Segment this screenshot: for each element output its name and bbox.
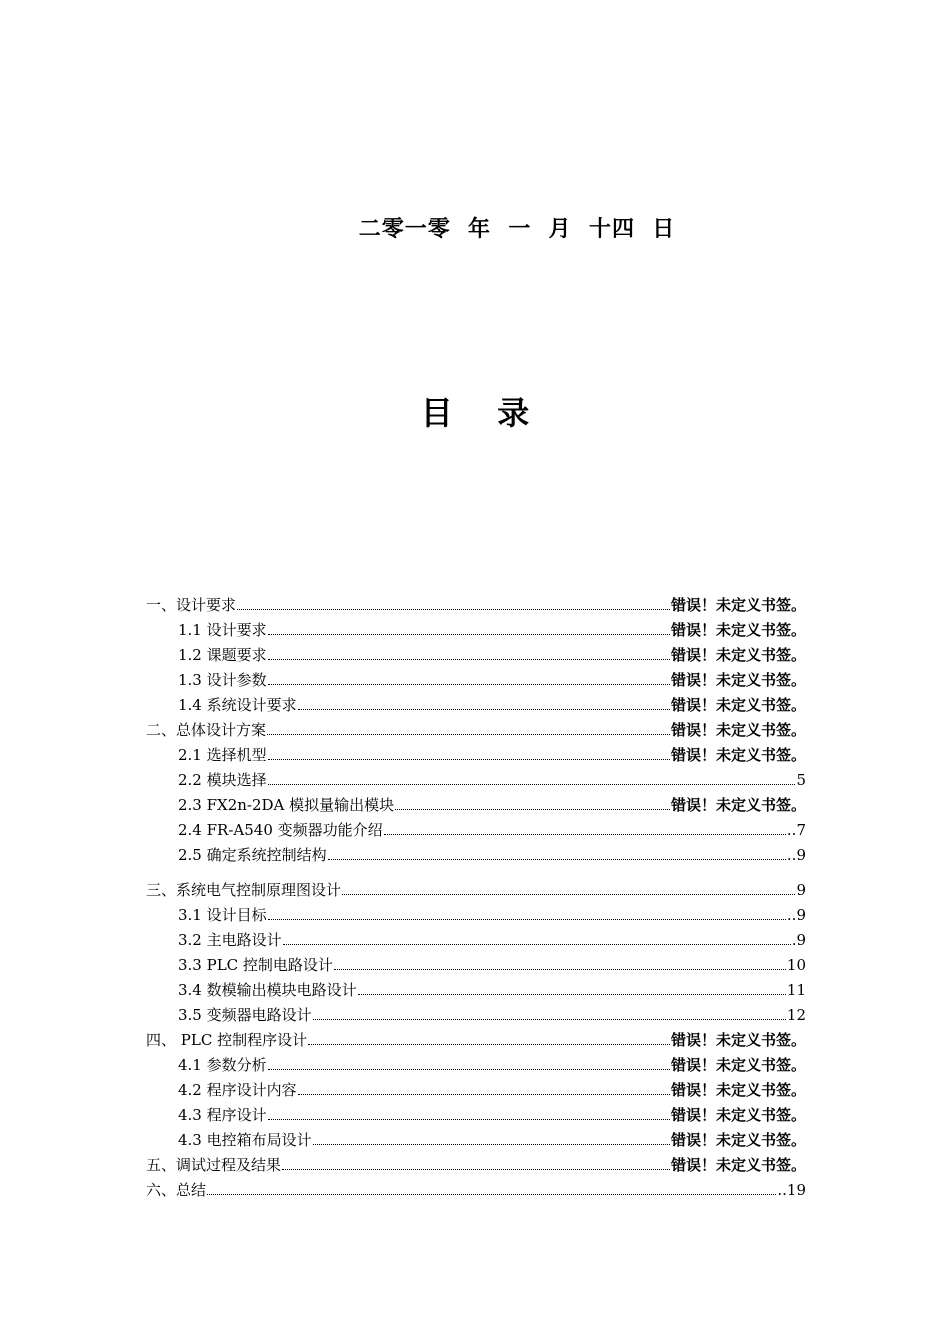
toc-leader-dots xyxy=(342,880,795,895)
toc-leader-dots xyxy=(308,1030,670,1045)
toc-entry[interactable] xyxy=(146,1029,806,1051)
toc-entry-label: 2.4 FR-A540 变频器功能介绍 xyxy=(178,821,383,839)
toc-entry[interactable] xyxy=(178,1129,806,1151)
toc-entry-label: 3.5 变频器电路设计 xyxy=(178,1006,312,1024)
toc-entry-page: 错误！未定义书签。 xyxy=(670,721,806,739)
toc-entry-label: 4.3 程序设计 xyxy=(178,1106,267,1124)
toc-entry[interactable] xyxy=(146,1179,806,1201)
toc-leader-dots xyxy=(313,1005,786,1020)
toc-entry[interactable] xyxy=(178,1004,806,1026)
toc-entry-page: ..7 xyxy=(786,821,806,839)
toc-entry-label: 2.2 模块选择 xyxy=(178,771,267,789)
toc-entry[interactable] xyxy=(178,644,806,666)
toc-entry-page: 10 xyxy=(786,956,806,974)
toc-entry-label: 3.2 主电路设计 xyxy=(178,931,282,949)
toc-entry-page: 错误！未定义书签。 xyxy=(670,1131,806,1149)
toc-entry-label: 4.1 参数分析 xyxy=(178,1056,267,1074)
date-line: 二零一零 年 一 月 十四 日 xyxy=(358,217,676,242)
toc-entry-page: 错误！未定义书签。 xyxy=(670,1056,806,1074)
toc-entry[interactable] xyxy=(146,594,806,616)
toc-entry[interactable] xyxy=(178,619,806,641)
toc-leader-dots xyxy=(358,980,786,995)
toc-leader-dots xyxy=(268,1055,670,1070)
toc-entry-label: 2.1 选择机型 xyxy=(178,746,267,764)
toc-entry[interactable] xyxy=(178,929,806,951)
toc-entry[interactable] xyxy=(146,719,806,741)
toc-entry-page: 12 xyxy=(786,1006,806,1024)
toc-leader-dots xyxy=(395,795,670,810)
toc-entry-label: 3.1 设计目标 xyxy=(178,906,267,924)
toc-entry-label: 4.3 电控箱布局设计 xyxy=(178,1131,312,1149)
toc-entry[interactable] xyxy=(178,669,806,691)
toc-entry-page: ..19 xyxy=(777,1181,806,1199)
toc-entry-label: 五、调试过程及结果 xyxy=(146,1156,282,1174)
toc-leader-dots xyxy=(237,595,670,610)
toc-entry[interactable] xyxy=(178,794,806,816)
toc-entry-label: 1.1 设计要求 xyxy=(178,621,267,639)
toc-entry-page: 错误！未定义书签。 xyxy=(670,1156,806,1174)
toc-entry-page: 错误！未定义书签。 xyxy=(670,1106,806,1124)
toc-leader-dots xyxy=(283,930,791,945)
toc-entry-label: 1.4 系统设计要求 xyxy=(178,696,297,714)
toc-leader-dots xyxy=(298,1080,670,1095)
toc-leader-dots xyxy=(282,1155,670,1170)
toc-leader-dots xyxy=(268,645,670,660)
toc-entry-label: 1.3 设计参数 xyxy=(178,671,267,689)
toc-entry-page: .9 xyxy=(791,931,806,949)
toc-entry[interactable] xyxy=(178,954,806,976)
toc-entry-page: 错误！未定义书签。 xyxy=(670,671,806,689)
toc-entry[interactable] xyxy=(178,904,806,926)
toc-leader-dots xyxy=(268,745,670,760)
toc-entry[interactable] xyxy=(178,1104,806,1126)
toc-entry-label: 2.5 确定系统控制结构 xyxy=(178,846,327,864)
toc-entry-label: 1.2 课题要求 xyxy=(178,646,267,664)
toc-entry[interactable] xyxy=(178,1079,806,1101)
toc-entry[interactable] xyxy=(146,879,806,901)
toc-entry[interactable] xyxy=(178,1054,806,1076)
toc-leader-dots xyxy=(334,955,786,970)
toc-leader-dots xyxy=(207,1180,776,1195)
toc-entry-page: 错误！未定义书签。 xyxy=(670,621,806,639)
toc-entry-label: 六、总结 xyxy=(146,1181,207,1199)
toc-entry-page: 错误！未定义书签。 xyxy=(670,746,806,764)
toc-entry-page: 错误！未定义书签。 xyxy=(670,596,806,614)
toc-entry-label: 2.3 FX2n-2DA 模拟量输出模块 xyxy=(178,796,395,814)
toc-entry[interactable] xyxy=(178,844,806,866)
toc-leader-dots xyxy=(313,1130,670,1145)
toc-entry-page: 9 xyxy=(796,881,806,899)
toc-entry-label: 一、设计要求 xyxy=(146,596,237,614)
toc-entry[interactable] xyxy=(178,819,806,841)
toc-entry[interactable] xyxy=(178,769,806,791)
toc-entry-page: 错误！未定义书签。 xyxy=(670,646,806,664)
toc-entry-page: ..9 xyxy=(786,906,806,924)
toc-leader-dots xyxy=(267,720,670,735)
toc-entry-page: 5 xyxy=(796,771,806,789)
toc-entry-label: 三、系统电气控制原理图设计 xyxy=(146,881,342,899)
toc-leader-dots xyxy=(268,1105,670,1120)
toc-entry-page: 错误！未定义书签。 xyxy=(670,1031,806,1049)
toc-leader-dots xyxy=(268,905,786,920)
toc-leader-dots xyxy=(328,845,786,860)
toc-leader-dots xyxy=(268,770,796,785)
toc-entry-label: 四、 PLC 控制程序设计 xyxy=(146,1031,308,1049)
toc-entry-page: 错误！未定义书签。 xyxy=(670,696,806,714)
toc-entry-page: ..9 xyxy=(786,846,806,864)
toc-entry-page: 11 xyxy=(786,981,806,999)
toc-title: 目 录 xyxy=(420,394,530,432)
toc-entry[interactable] xyxy=(178,694,806,716)
toc-entry-page: 错误！未定义书签。 xyxy=(670,796,806,814)
toc-entry[interactable] xyxy=(146,1154,806,1176)
toc-entry[interactable] xyxy=(178,744,806,766)
toc-leader-dots xyxy=(268,620,670,635)
toc-leader-dots xyxy=(268,670,670,685)
toc-entry-label: 二、总体设计方案 xyxy=(146,721,267,739)
toc-leader-dots xyxy=(384,820,786,835)
toc-leader-dots xyxy=(298,695,670,710)
toc-entry-label: 4.2 程序设计内容 xyxy=(178,1081,297,1099)
toc-entry-label: 3.3 PLC 控制电路设计 xyxy=(178,956,333,974)
toc-entry-label: 3.4 数模输出模块电路设计 xyxy=(178,981,357,999)
toc-entry[interactable] xyxy=(178,979,806,1001)
toc-entry-page: 错误！未定义书签。 xyxy=(670,1081,806,1099)
